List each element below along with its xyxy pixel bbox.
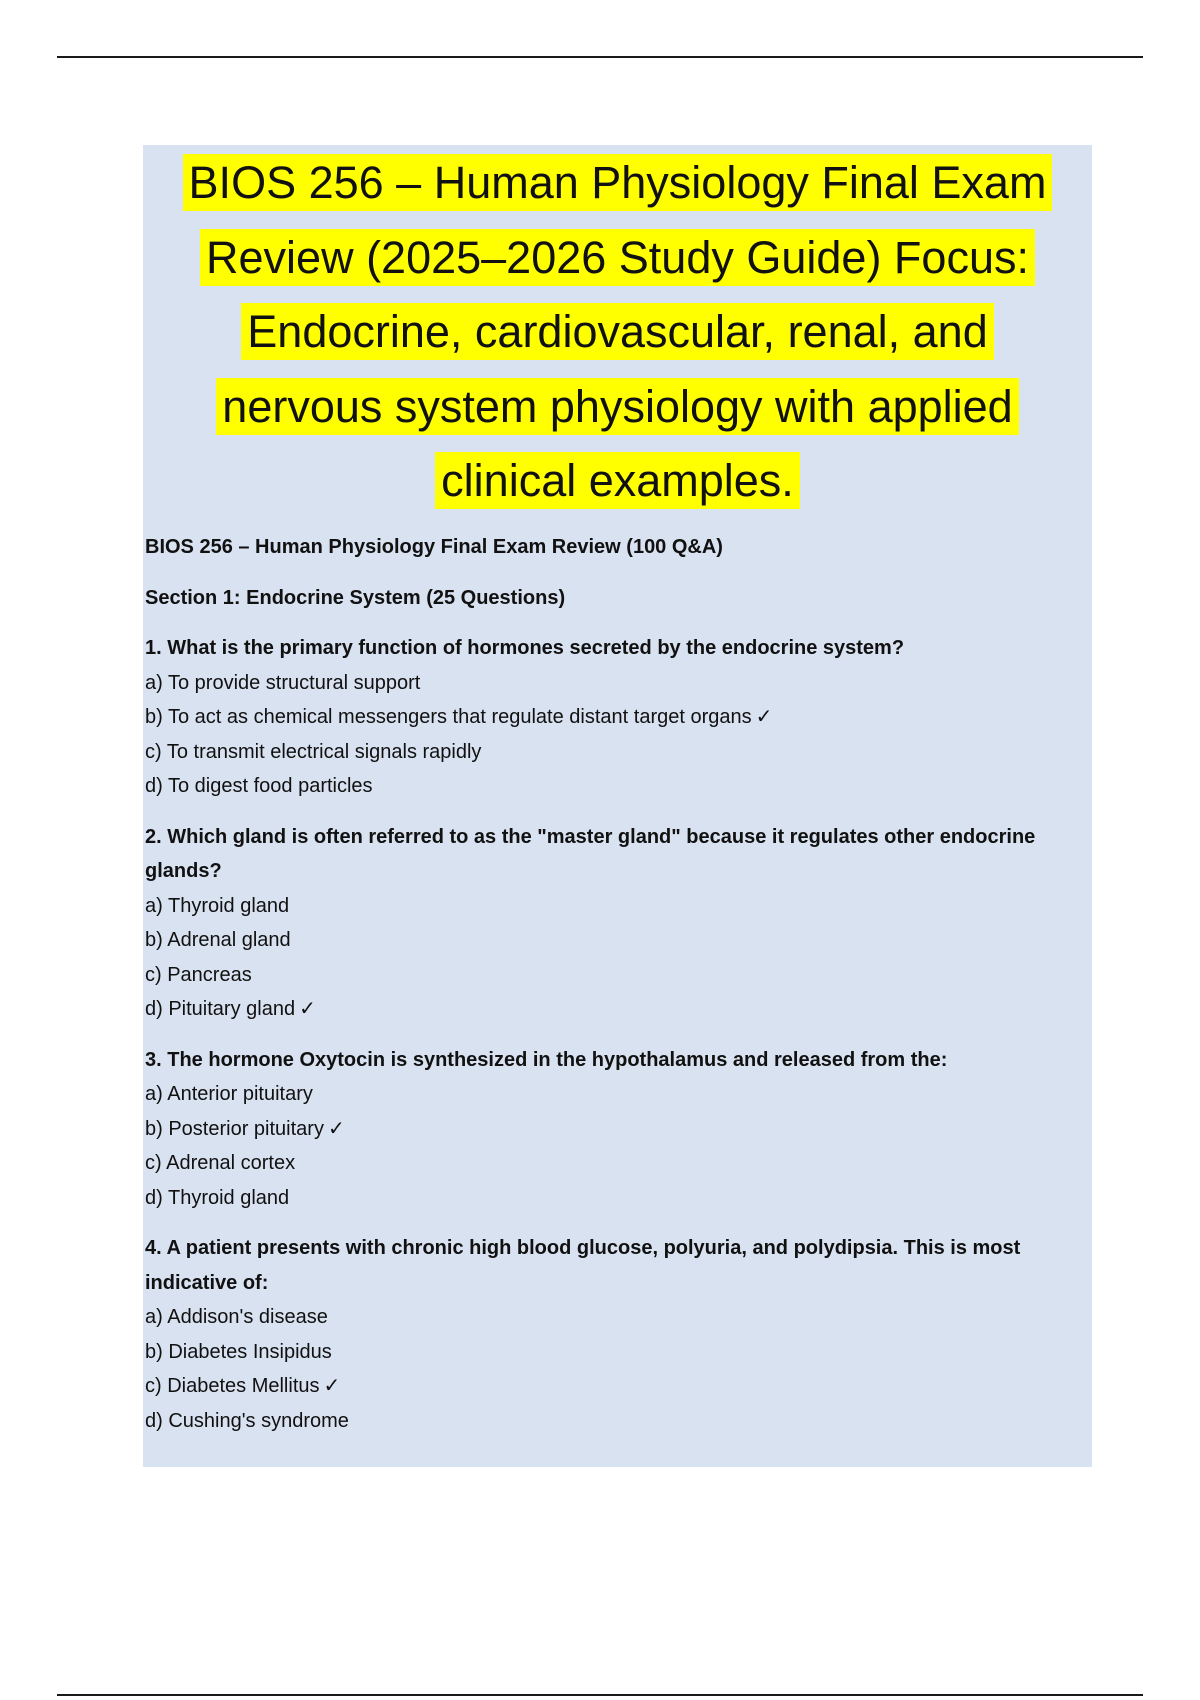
option-label: b) Diabetes Insipidus: [145, 1340, 332, 1363]
checkmark-icon: ✓: [323, 1375, 341, 1397]
option-label: d) To digest food particles: [145, 775, 373, 797]
answer-option-correct: [145, 1369, 1090, 1404]
answer-option-correct: [145, 992, 1090, 1027]
answer-option: [145, 958, 1090, 993]
option-label: d) Pituitary gland: [145, 998, 296, 1020]
option-label: d) Cushing's syndrome: [145, 1409, 349, 1432]
section-heading: Section 1: Endocrine System (25 Questions): [145, 586, 566, 609]
document-content: [145, 530, 1090, 1454]
page-title: [143, 146, 1092, 519]
answer-option: [145, 1335, 1090, 1370]
checkmark-icon: ✓: [299, 998, 316, 1020]
option-label: a) Addison's disease: [145, 1306, 328, 1328]
title-line: Review (2025–2026 Study Guide) Focus:: [200, 229, 1035, 286]
answer-option: [145, 1077, 1090, 1112]
question-4: [145, 1231, 1090, 1438]
option-label: b) Posterior pituitary: [145, 1117, 324, 1140]
title-line: Endocrine, cardiovascular, renal, and: [241, 303, 993, 360]
question-text: 1. What is the primary function of hormones secreted by the endocrine system?: [145, 637, 905, 659]
option-label: a) Anterior pituitary: [145, 1083, 313, 1105]
answer-option: [145, 769, 1090, 804]
title-line: BIOS 256 – Human Physiology Final Exam: [183, 154, 1053, 211]
option-label: a) Thyroid gland: [145, 894, 290, 917]
option-label: d) Thyroid gland: [145, 1186, 290, 1209]
option-label: c) To transmit electrical signals rapidly: [145, 740, 482, 763]
answer-option: [145, 1146, 1090, 1181]
answer-option: [145, 1300, 1090, 1335]
option-label: b) To act as chemical messengers that regulate distant target organs: [145, 706, 752, 728]
answer-option: [145, 923, 1090, 958]
option-label: c) Pancreas: [145, 963, 252, 986]
answer-option: [145, 735, 1090, 770]
checkmark-icon: ✓: [327, 1117, 345, 1140]
top-rule: [57, 56, 1143, 58]
question-text: 4. A patient presents with chronic high blood glucose, polyuria, and polydipsia. This is most indicative of:: [145, 1237, 1021, 1294]
question-1: [145, 631, 1090, 804]
option-label: c) Diabetes Mellitus: [145, 1375, 320, 1397]
answer-option: [145, 1181, 1090, 1216]
question-text: 3. The hormone Oxytocin is synthesized in the hypothalamus and released from the:: [145, 1048, 948, 1071]
option-label: c) Adrenal cortex: [145, 1152, 296, 1174]
checkmark-icon: ✓: [755, 706, 773, 728]
document-heading: BIOS 256 – Human Physiology Final Exam Review (100 Q&A): [145, 536, 723, 558]
answer-option-correct: [145, 700, 1090, 735]
answer-option: [145, 1404, 1090, 1439]
title-line: nervous system physiology with applied: [216, 378, 1018, 435]
title-line: clinical examples.: [435, 452, 800, 509]
question-text: 2. Which gland is often referred to as the "master gland" because it regulates other endocrine glands?: [145, 825, 1036, 882]
answer-option: [145, 666, 1090, 701]
question-2: [145, 820, 1090, 1027]
option-label: a) To provide structural support: [145, 671, 421, 694]
bottom-rule: [57, 1694, 1143, 1696]
option-label: b) Adrenal gland: [145, 929, 291, 951]
answer-option: [145, 889, 1090, 924]
answer-option-correct: [145, 1112, 1090, 1147]
question-3: [145, 1043, 1090, 1216]
